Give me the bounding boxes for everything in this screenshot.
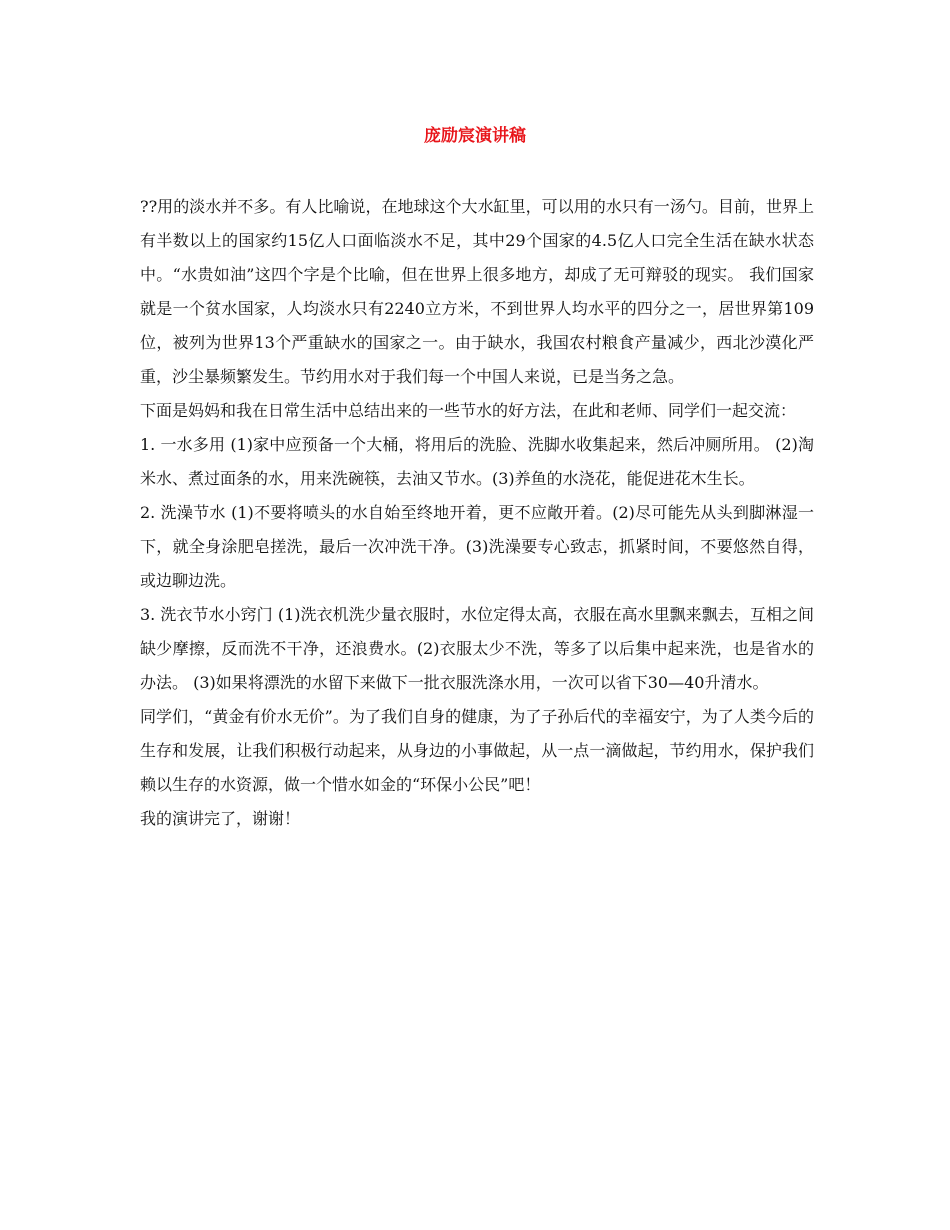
document-body [140, 190, 814, 836]
paragraph-intro: ??用的淡水并不多。有人比喻说，在地球这个大水缸里，可以用的水只有一汤勺。目前，世界上有半数以上的国家约15亿人口面临淡水不足，其中29个国家的4.5亿人口完全生活在缺水状态中。“水贵如油”这四个字是个比喻，但在世界上很多地方，却成了无可辩驳的现实。 我们国家就是一个贫水国家，人均淡水只有2240立方米，不到世界人均水平的四分之一，居世界第109位，被列为世界13个严重缺水的国家之一。由于缺水，我国农村粮食产量减少，西北沙漠化严重，沙尘暴频繁发生。节约用水对于我们每一个中国人来说，已是当务之急。 [140, 197, 814, 386]
paragraph-methods-intro: 下面是妈妈和我在日常生活中总结出来的一些节水的好方法，在此和老师、同学们一起交流： [140, 401, 797, 420]
paragraph-appeal: 同学们，“黄金有价水无价”。为了我们自身的健康，为了子孙后代的幸福安宁，为了人类今后的生存和发展，让我们积极行动起来，从身边的小事做起，从一点一滴做起，节约用水，保护我们赖以生存的水资源，做一个惜水如金的“环保小公民”吧！ [140, 707, 814, 794]
paragraph-method-1: 1. 一水多用 (1)家中应预备一个大桶，将用后的洗脸、洗脚水收集起来，然后冲厕所用。 (2)淘米水、煮过面条的水，用来洗碗筷，去油又节水。(3)养鱼的水浇花，能促进花木生长。 [140, 435, 814, 488]
paragraph-method-3: 3. 洗衣节水小窍门 (1)洗衣机洗少量衣服时，水位定得太高，衣服在高水里飘来飘去，互相之间缺少摩擦，反而洗不干净，还浪费水。(2)衣服太少不洗，等多了以后集中起来洗，也是省水的办法。 (3)如果将漂洗的水留下来做下一批衣服洗涤水用，一次可以省下30—40升清水。 [140, 605, 814, 692]
paragraph-method-2: 2. 洗澡节水 (1)不要将喷头的水自始至终地开着，更不应敞开着。(2)尽可能先从头到脚淋湿一下，就全身涂肥皂搓洗，最后一次冲洗干净。(3)洗澡要专心致志，抓紧时间，不要悠然自得，或边聊边洗。 [140, 503, 814, 590]
document-title: 庞励宸演讲稿 [424, 126, 526, 146]
paragraph-closing: 我的演讲完了，谢谢！ [140, 809, 301, 828]
